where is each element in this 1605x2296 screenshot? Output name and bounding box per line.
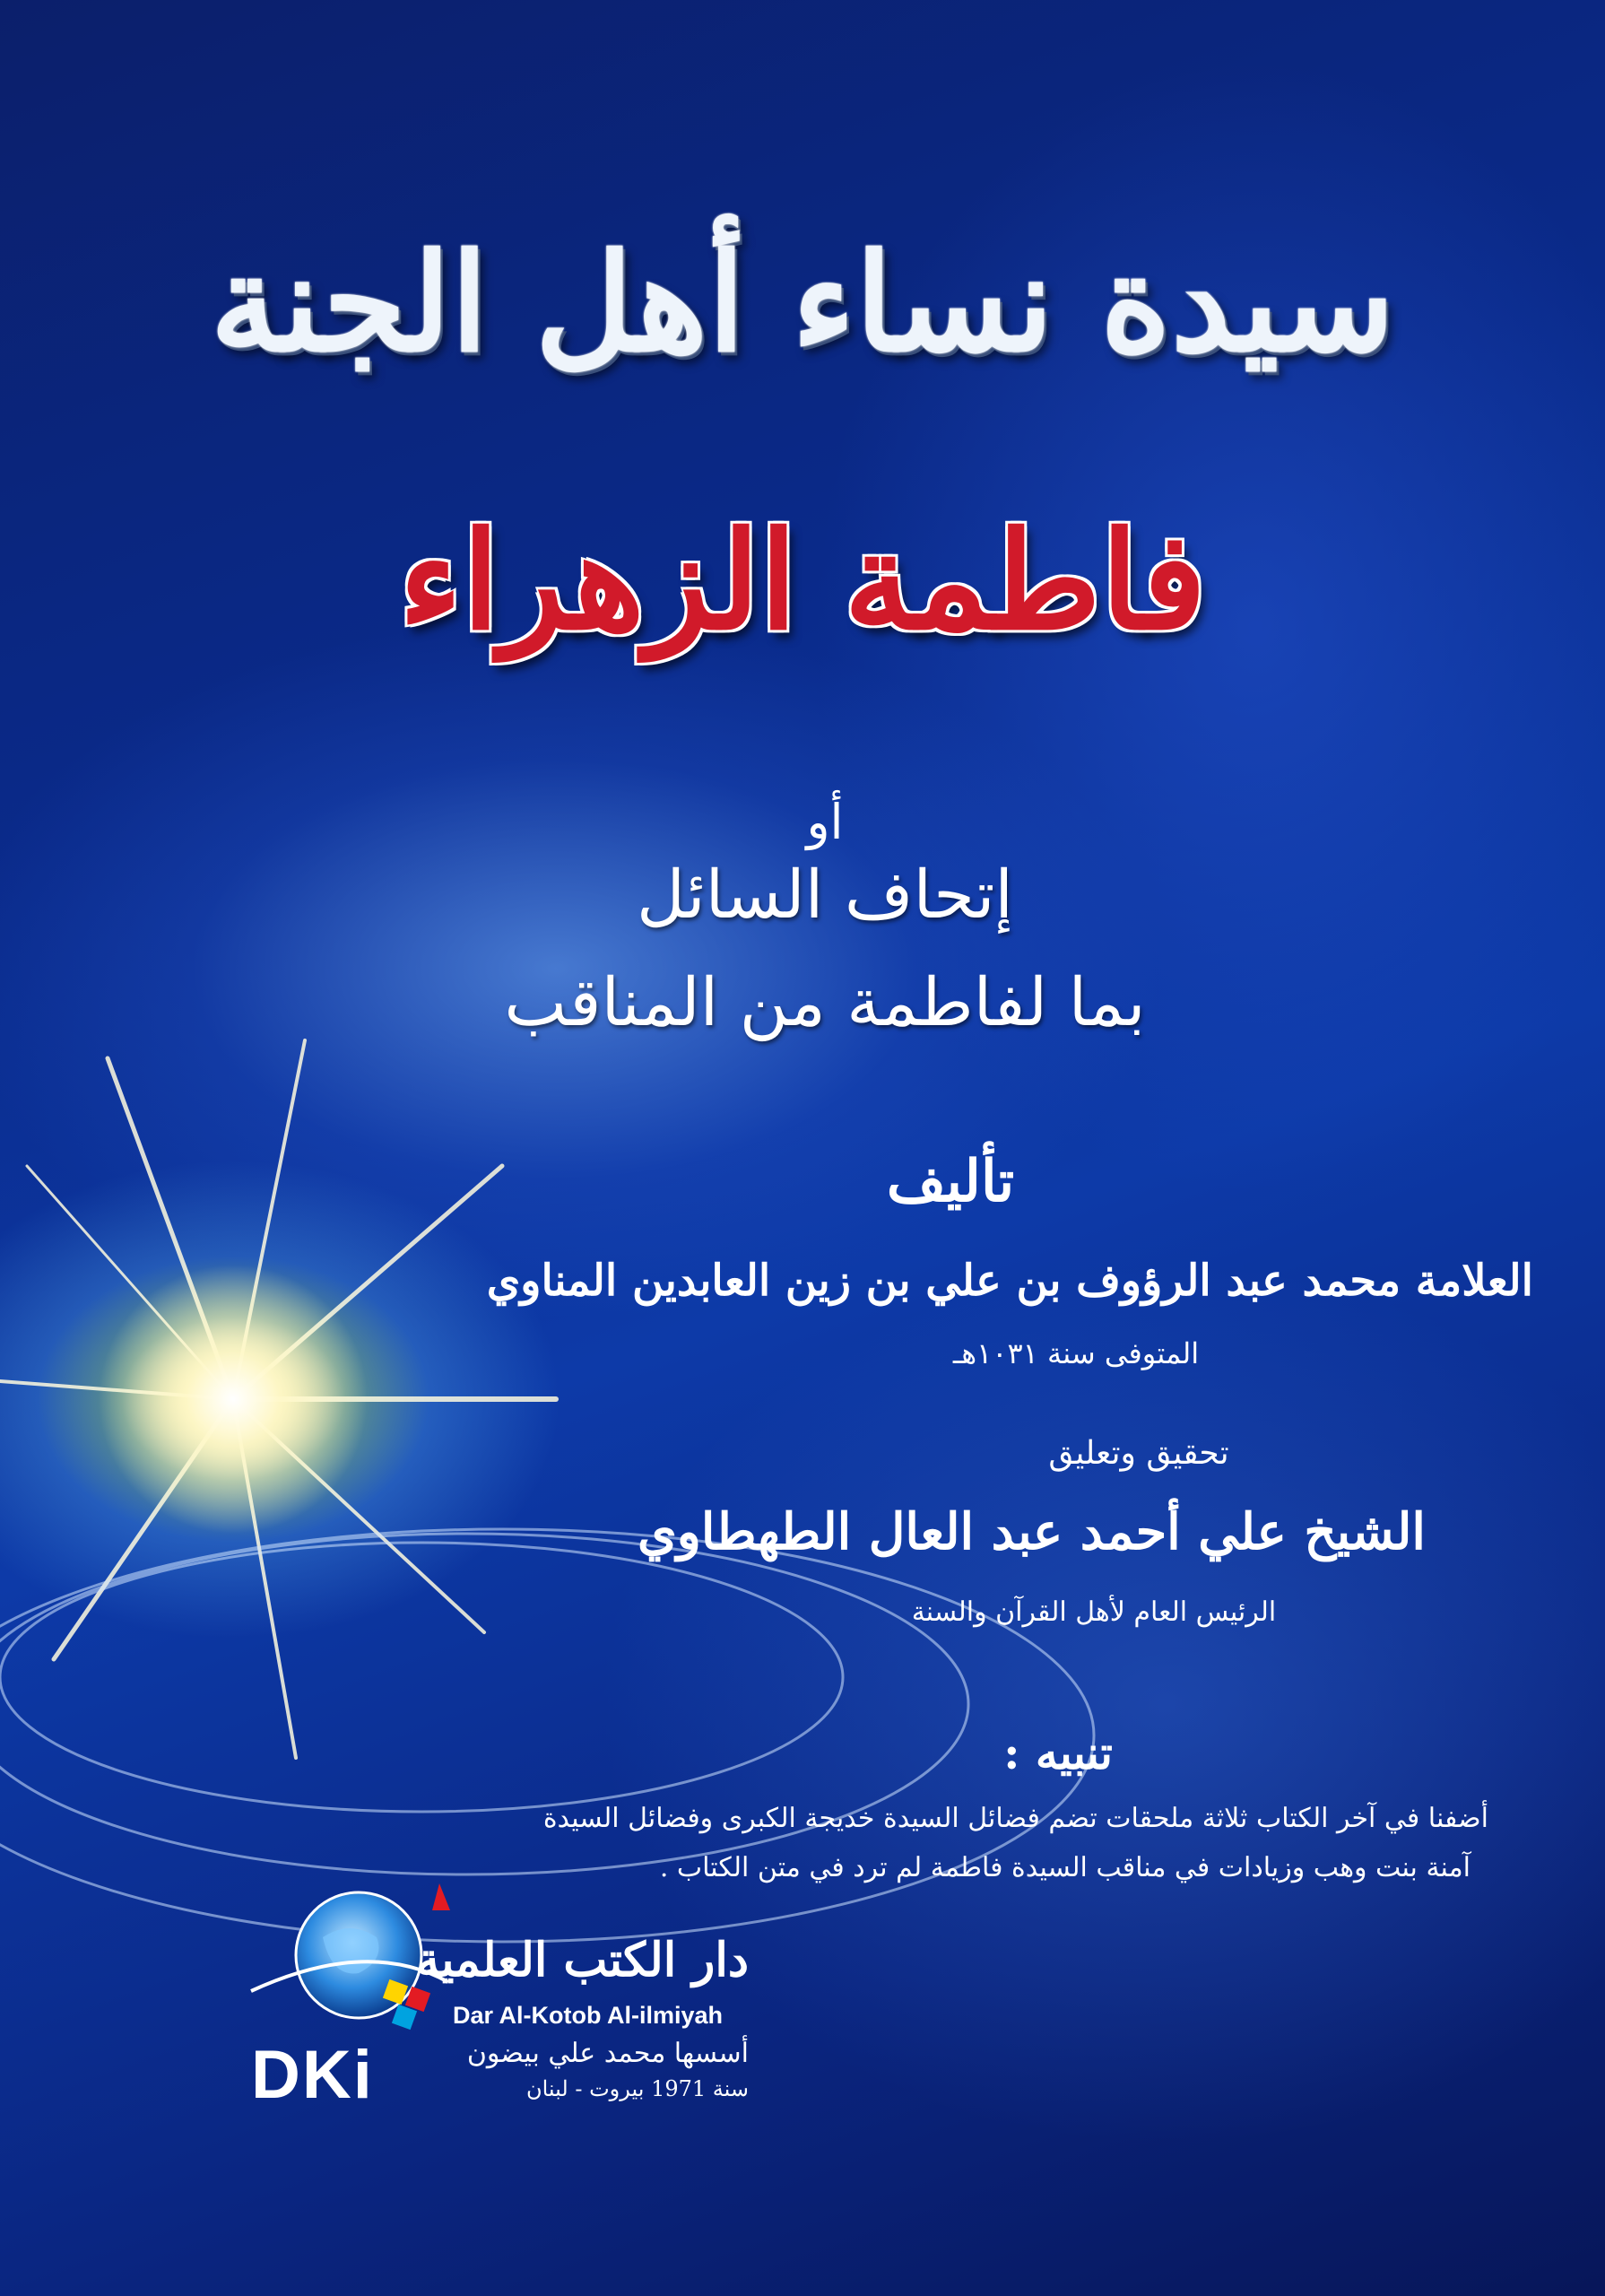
author-death-year: المتوفى سنة ١٠٣١هـ — [952, 1336, 1200, 1370]
note-line-1: أضفنا في آخر الكتاب ثلاثة ملحقات تضم فضائل السيدة خديجة الكبرى وفضائل السيدة — [542, 1803, 1488, 1834]
authorship-label: تأليف — [886, 1148, 1015, 1215]
publisher-founded: سنة 1971 بيروت - لبنان — [525, 2076, 749, 2101]
publisher-brand: DKi — [251, 2037, 374, 2113]
publisher-name-english: Dar Al-Kotob Al-ilmiyah — [453, 2002, 724, 2029]
editing-label: تحقيق وتعليق — [1048, 1435, 1229, 1472]
or-connector: أو — [806, 794, 844, 850]
book-title: سيدة نساء أهل الجنة — [210, 224, 1395, 382]
author-name: العلامة محمد عبد الرؤوف بن علي بن زين العابدين المناوي — [486, 1256, 1533, 1306]
note-title: تنبيه : — [1003, 1726, 1113, 1779]
editor-name: الشيخ علي أحمد عبد العال الطهطاوي — [637, 1502, 1426, 1561]
book-subtitle: فاطمة الزهراء — [398, 502, 1207, 660]
alternate-title-line1: إتحاف السائل — [636, 857, 1013, 934]
editor-role: الرئيس العام لأهل القرآن والسنة — [911, 1596, 1277, 1628]
alternate-title-line2: بما لفاطمة من المناقب — [504, 964, 1146, 1041]
publisher-founder: أسسها محمد علي بيضون — [466, 2038, 749, 2069]
note-line-2: آمنة بنت وهب وزيادات في مناقب السيدة فاطمة لم ترد في متن الكتاب . — [659, 1852, 1471, 1883]
publisher-name-arabic: دار الكتب العلمية — [416, 1933, 749, 1987]
